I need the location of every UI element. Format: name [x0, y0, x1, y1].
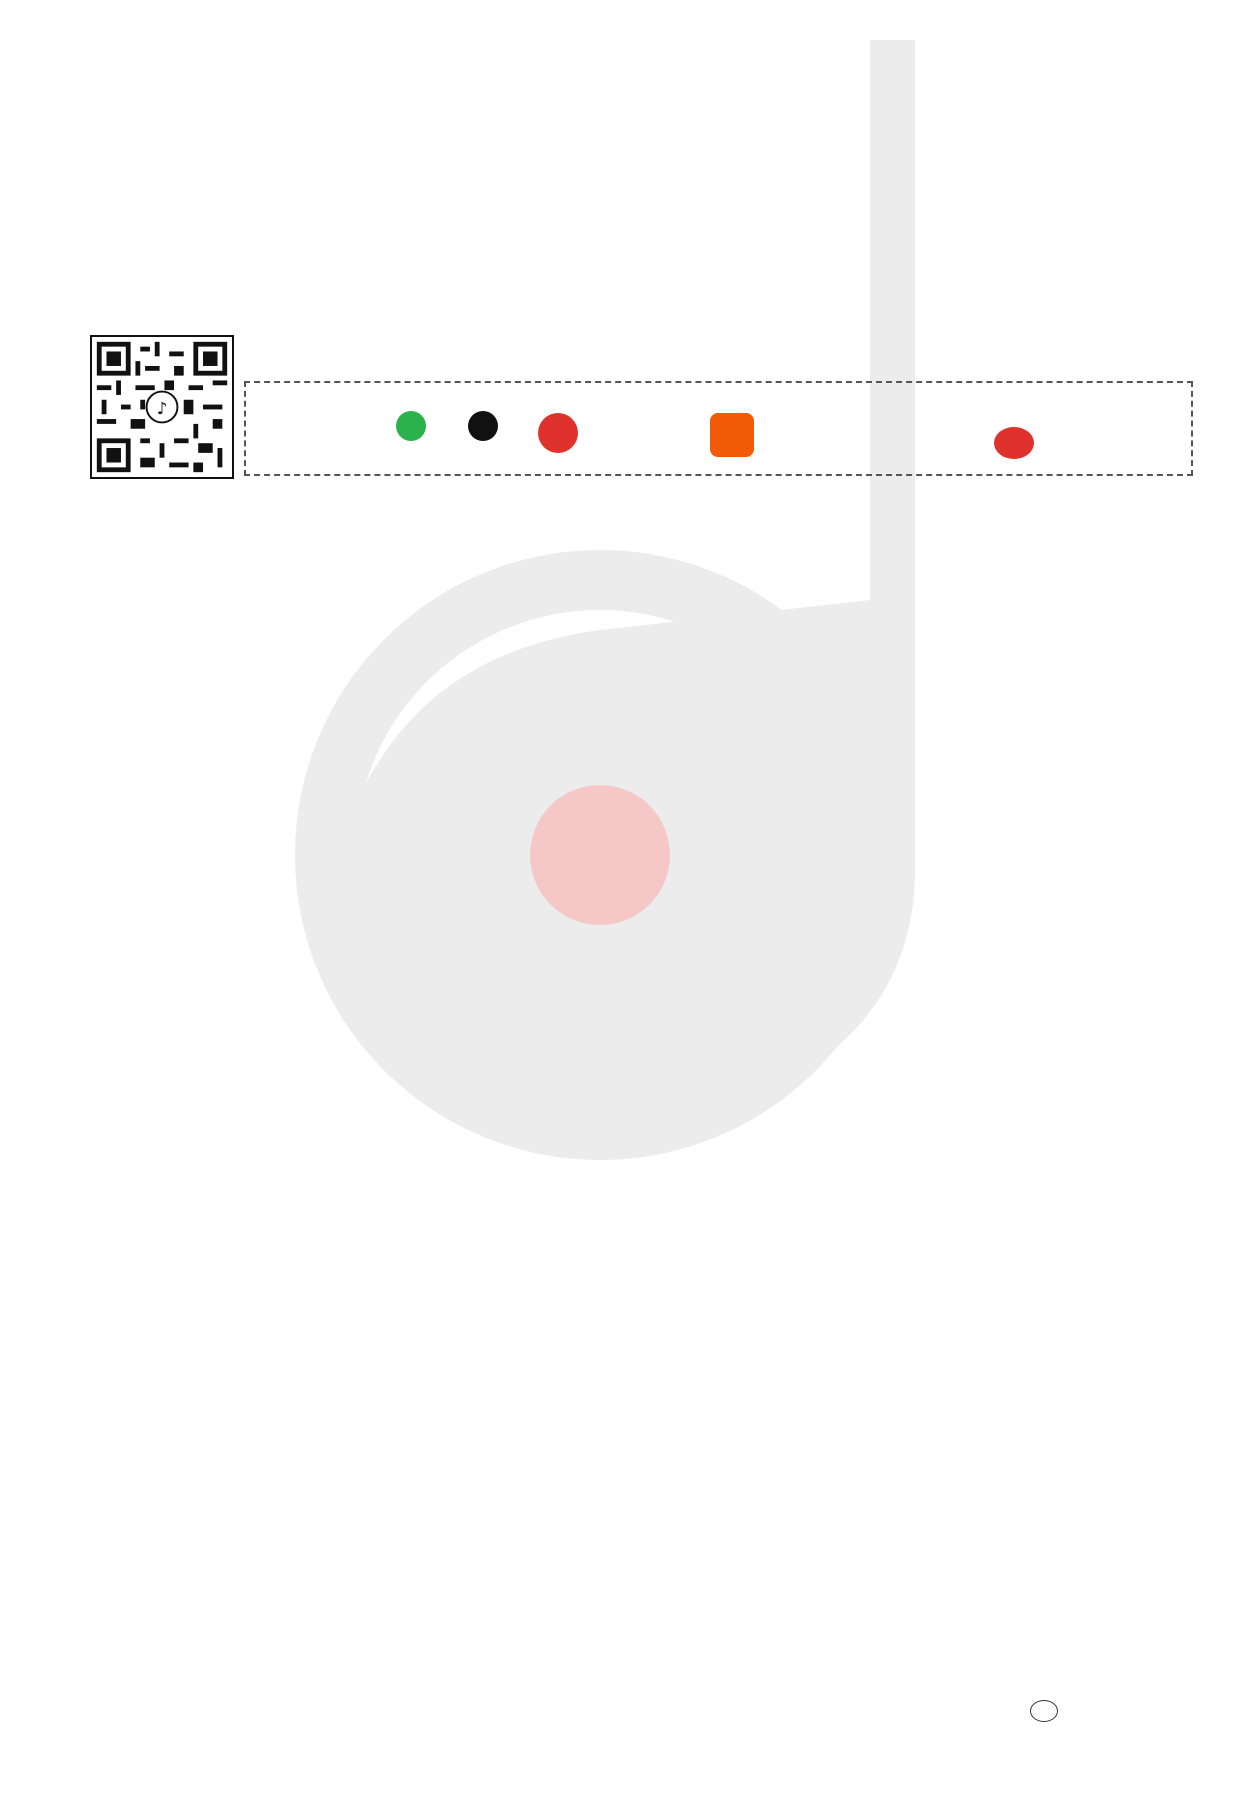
promo-box	[244, 381, 1193, 476]
qr-code	[90, 335, 234, 479]
wechat-icon	[396, 411, 426, 441]
qq-icon	[468, 411, 498, 441]
netease-music-icon	[538, 413, 578, 453]
taobao-icon	[710, 413, 754, 457]
weibo-icon	[994, 427, 1034, 459]
svg-text:♪: ♪	[156, 398, 168, 419]
wechat-footer-icon	[1030, 1700, 1058, 1722]
